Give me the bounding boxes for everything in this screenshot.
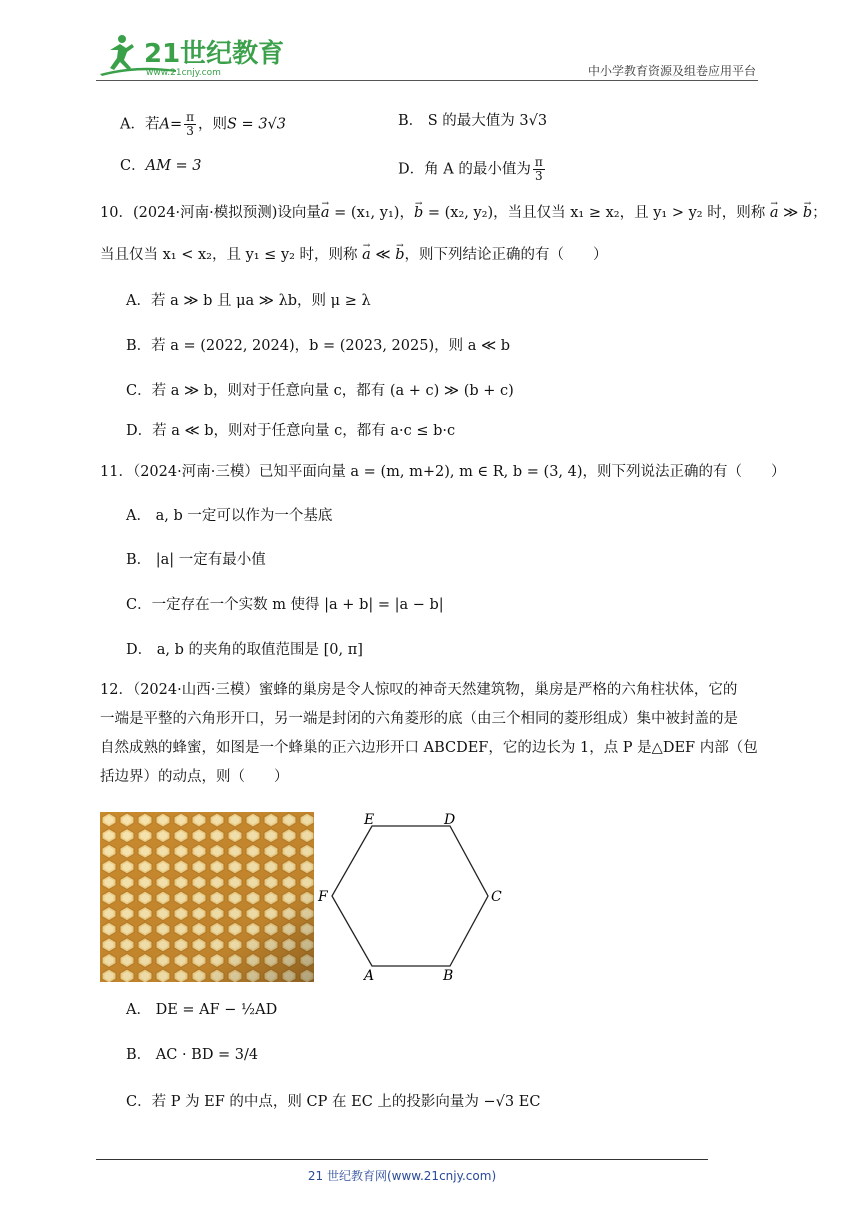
hexagon-figure — [316, 808, 506, 988]
vertex-label-f: F — [318, 889, 328, 905]
q9-c-math: AM = 3 — [145, 158, 202, 174]
q12-option-c: C．若 P 为 EF 的中点，则 CP 在 EC 上的投影向量为 −√3 EC — [126, 1094, 541, 1110]
hexagon-abcdef — [332, 826, 488, 966]
q9-option-d — [398, 156, 547, 183]
footer-divider — [96, 1159, 708, 1160]
q11-option-a: A． a, b 一定可以作为一个基底 — [126, 508, 333, 524]
header-divider — [96, 80, 758, 81]
q10-option-a: A．若 a ≫ b 且 μa ≫ λb，则 μ ≥ λ — [126, 293, 371, 309]
q10-l2c: ，则下列结论正确的有（ ） — [404, 247, 608, 263]
q9-option-c — [120, 156, 202, 176]
q12-stem-line2: 一端是平整的六角形开口，另一端是封闭的六角菱形的底（由三个相同的菱形组成）集中被封盖的是 — [100, 711, 738, 727]
q11-option-c: C．一定存在一个实数 m 使得 |a + b| = |a − b| — [126, 597, 444, 613]
q10-l1c: = (x₂, y₂)，当且仅当 x₁ ≥ x₂，且 y₁ > y₂ 时，则称 — [423, 205, 770, 221]
q10-l2b: ≪ — [370, 247, 396, 263]
q9-a-den: 3 — [186, 124, 194, 138]
vertex-label-d: D — [444, 812, 456, 828]
q10-l1d: ≫ — [778, 205, 803, 221]
platform-name: 中小学教育资源及组卷应用平台 — [587, 64, 756, 78]
q10-option-b: B．若 a = (2022, 2024)，b = (2023, 2025)，则 a ≪ b — [126, 338, 511, 354]
footer-link[interactable]: 21 世纪教育网(www.21cnjy.com) — [307, 1169, 497, 1183]
q9-a-mid: ，则 — [198, 116, 228, 133]
vec-a: → a — [770, 203, 779, 223]
vertex-label-c: C — [491, 889, 502, 905]
q11-option-b: B． |a| 一定有最小值 — [126, 552, 266, 568]
q9-d-num: π — [534, 155, 543, 169]
q9-a-prefix: A．若 — [120, 116, 160, 133]
q9-a-var: A — [159, 116, 170, 133]
q9-d-prefix: D．角 A 的最小值为 — [398, 161, 531, 178]
q9-option-b: B． S 的最大值为 3√3 — [398, 113, 548, 129]
q9-c-prefix: C． — [120, 158, 146, 174]
q10-l2a: 当且仅当 x₁ < x₂，且 y₁ ≤ y₂ 时，则称 — [100, 247, 363, 263]
q9-d-fraction — [533, 156, 545, 183]
q10-stem-line1 — [100, 203, 827, 223]
vertex-label-e: E — [364, 812, 375, 828]
honeycomb-photo — [100, 812, 314, 982]
vertex-label-b: B — [443, 968, 454, 984]
vec-b: → b — [803, 203, 812, 223]
vec-a: → a — [362, 245, 371, 265]
vec-a: → a — [321, 203, 330, 223]
q12-option-b: B． AC · BD = 3/4 — [126, 1047, 259, 1063]
q12-stem-line1: 12．（2024·山西·三模）蜜蜂的巢房是令人惊叹的神奇天然建筑物，巢房是严格的六角柱状体，它的 — [100, 682, 738, 698]
q10-option-c: C．若 a ≫ b，则对于任意向量 c，都有 (a + c) ≫ (b + c) — [126, 383, 514, 399]
q10-stem-line2 — [100, 245, 608, 265]
q12-option-a: A． DE = AF − ½AD — [126, 1002, 278, 1018]
q10-l1b: = (x₁, y₁)， — [329, 205, 414, 221]
q12-stem-line4: 括边界）的动点，则（ ） — [100, 769, 289, 785]
q10-option-d: D．若 a ≪ b，则对于任意向量 c，都有 a·c ≤ b·c — [126, 423, 456, 439]
site-logo — [96, 30, 285, 80]
q9-d-den: 3 — [534, 169, 543, 183]
q9-a-tail: S = 3√3 — [227, 116, 287, 133]
q10-l1e: ； — [812, 205, 827, 221]
q12-stem-line3: 自然成熟的蜂蜜，如图是一个蜂巢的正六边形开口 ABCDEF，它的边长为 1，点 P 是△DEF 内部（包 — [100, 740, 758, 756]
q11-stem: 11．（2024·河南·三模）已知平面向量 a = (m, m+2), m ∈ R, b = (3, 4)，则下列说法正确的有（ ） — [100, 464, 786, 480]
q10-l1a: 10．(2024·河南·模拟预测)设向量 — [100, 205, 321, 221]
logo-text: 21世纪教育 — [144, 39, 285, 69]
q11-option-d: D． a, b 的夹角的取值范围是 [0, π] — [126, 642, 363, 658]
vec-b: → b — [414, 203, 423, 223]
q9-a-fraction — [184, 111, 196, 138]
vec-b: → b — [395, 245, 404, 265]
q9-a-num: π — [186, 110, 195, 124]
q9-option-a: A．若A= $\frac{\pi}{3}$ ，则S = 3√3 — [120, 110, 287, 138]
logo-url: www.21cnjy.com — [146, 68, 221, 78]
vertex-label-a: A — [364, 968, 375, 984]
